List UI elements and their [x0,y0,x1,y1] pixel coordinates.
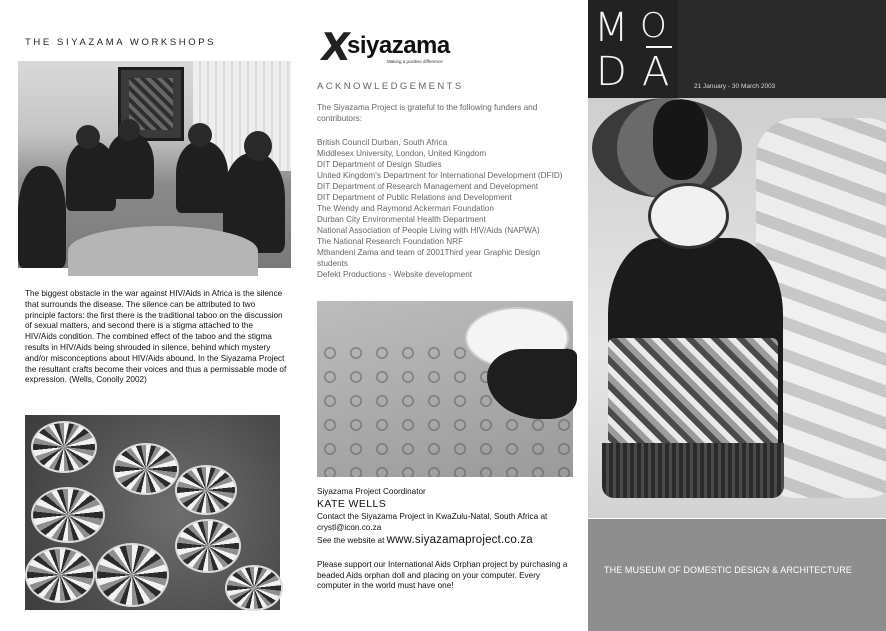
participant-figure [106,133,154,199]
logo-mark: X [317,25,354,69]
participant-head [244,131,272,161]
contact-text: Contact the Siyazama Project in KwaZulu-Natal, South Africa at crystl@icon.co.za [317,512,548,532]
list-item: Middlesex University, London, United Kingdom [317,149,487,158]
website-line [317,534,533,546]
siyazama-logo [317,25,453,69]
doll-head [653,100,708,180]
participant-figure [176,141,228,213]
exhibition-dates: 21 January - 30 March 2003 [694,83,776,90]
work-table [68,226,258,276]
acknowledgements-intro: The Siyazama Project is grateful to the following funders and contributors: [317,103,538,123]
beaded-plate [113,443,179,495]
coordinator-label: Siyazama Project Coordinator [317,487,426,496]
logo-tagline: Making a positive difference [387,59,443,64]
beaded-plate [31,421,97,473]
participant-figure [18,166,66,268]
list-item: United Kingdom's Department for International Development (DFID) [317,171,563,180]
list-item: Durban City Environmental Health Department [317,215,486,224]
doll-fringe [602,443,784,498]
participant-head [188,123,212,147]
beaded-plate [225,565,283,611]
participant-head [118,119,140,141]
website-link[interactable]: www.siyazamaproject.co.za [386,534,533,546]
logo-wordmark: siyazama [347,32,450,59]
beaded-plate [25,547,95,603]
moda-letter-m: M [594,5,629,51]
workshop-photo [18,61,291,268]
coordinator-name: KATE WELLS [317,498,387,510]
website-prefix: See the website at [317,536,385,545]
moda-logo [588,0,678,98]
acknowledgements-list [317,137,573,280]
obstacle-paragraph: The biggest obstacle in the war against HIV/Aids in Africa is the silence that surrounds the disease. The silence can be attributed to two principle factors: the first there is the traditional taboo on the discussion of sexual matters, and second there is a stigma attached to the HIV/Aids condition. The combined effect of the taboo and the stigma results in HIV/Aids being shrouded in silence, behind which mystery and/or misconceptions about HIV/Aids abound. In the Siyazama Project the resultant crafts become their voices and thus a permissable mode of expression. (Wells, Conolly 2002) [25,289,287,385]
beaded-plates-photo [25,415,280,610]
list-item: DIT Department of Design Studies [317,160,442,169]
moda-letter-a: A [642,49,670,95]
list-item: The National Research Foundation NRF [317,237,464,246]
doll-emblem [648,183,729,249]
moda-underline [646,46,672,48]
list-item: Defekt Productions - Website development [317,270,473,279]
participant-head [76,125,100,149]
list-item: The Wendy and Raymond Ackerman Foundation [317,204,494,213]
moda-letter-d: D [596,49,627,95]
beaded-plate [31,487,105,543]
list-item: British Council Durban, South Africa [317,138,448,147]
beaded-doll-photo [588,98,886,518]
museum-name: THE MUSEUM OF DOMESTIC DESIGN & ARCHITECTURE [604,565,852,575]
doll-beaded-skirt [608,338,778,448]
list-item: National Association of People Living with HIV/Aids (NAPWA) [317,226,540,235]
beaded-plate [95,543,169,607]
support-paragraph: Please support our International Aids Orphan project by purchasing a beaded Aids orphan doll and placing on your computer. Every computer in the world must have one! [317,560,568,591]
workshops-heading: THE SIYAZAMA WORKSHOPS [25,37,217,48]
moda-letter-o: O [640,6,667,46]
museum-band [588,519,886,631]
acknowledgements-heading: ACKNOWLEDGEMENTS [317,81,464,92]
beaded-plate [175,519,241,573]
list-item: DIT Department of Research Management and Development [317,182,539,191]
list-item: DIT Department of Public Relations and Development [317,193,512,202]
list-item: Mthandeni Zama and team of 2001Third year Graphic Design students [317,248,541,268]
beaded-plate [175,465,237,515]
beading-photo [317,301,573,477]
